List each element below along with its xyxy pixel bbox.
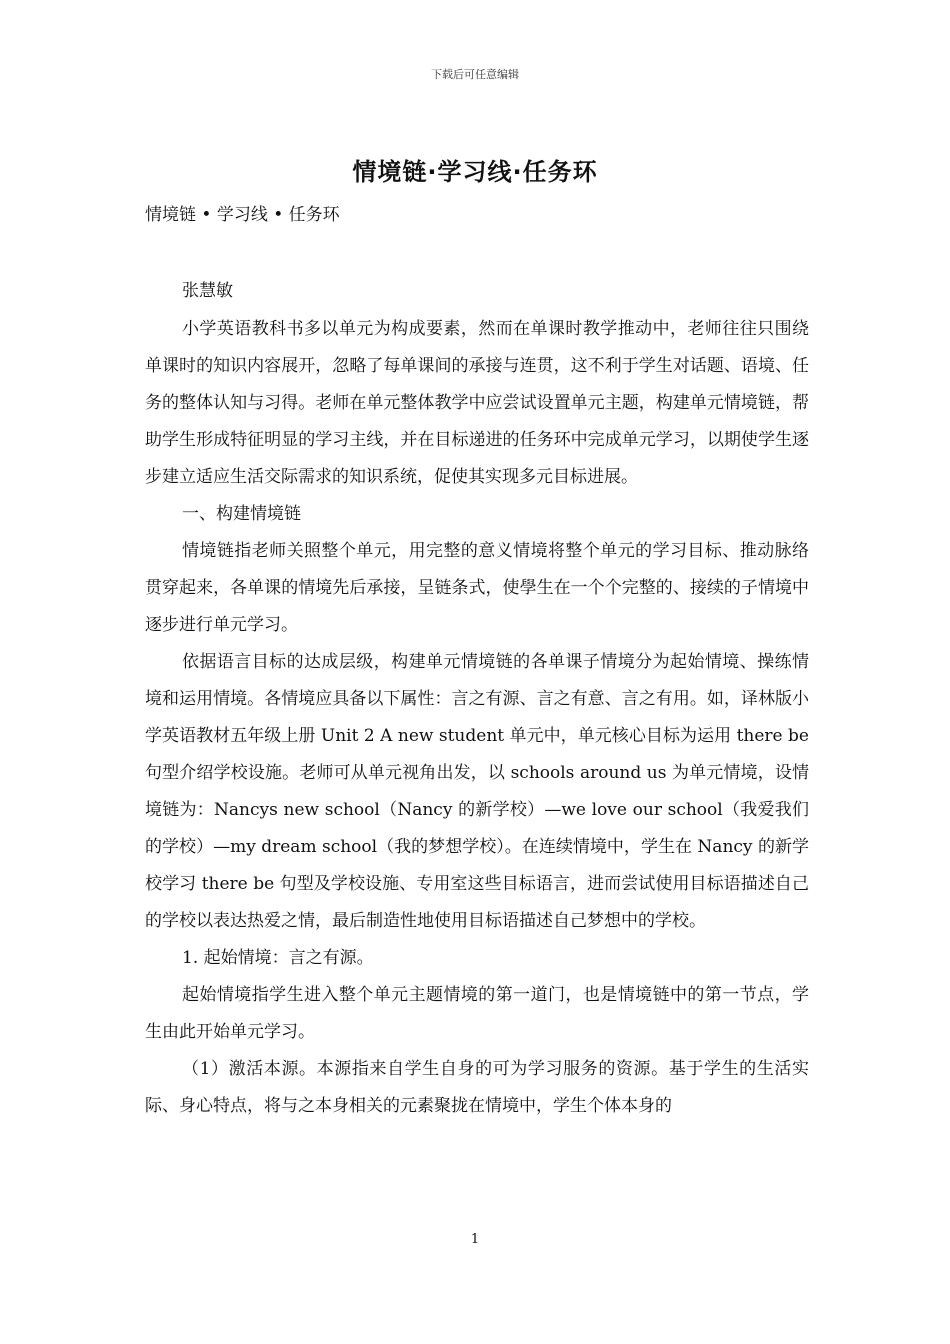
- document-body: [145, 311, 809, 1125]
- page-number: 1: [470, 1232, 480, 1247]
- document-title: 情境链·学习线·任务环: [352, 158, 598, 186]
- paragraph: 起始情境指学生进入整个单元主题情境的第一道门，也是情境链中的第一节点，学生由此开始单元学习。: [145, 985, 809, 1042]
- subsection-heading: 1. 起始情境：言之有源。: [182, 948, 374, 968]
- section-heading: 一、构建情境链: [182, 504, 301, 524]
- header-note: 下载后可任意编辑: [431, 68, 519, 81]
- author-name: 张慧敏: [182, 281, 233, 301]
- document-subtitle: 情境链 • 学习线 • 任务环: [145, 205, 340, 225]
- paragraph-intro: 小学英语教科书多以单元为构成要素，然而在单课时教学推动中，老师往往只围绕单课时的知识内容展开，忽略了每单课间的承接与连贯，这不利于学生对话题、语境、任务的整体认知与习得。老师在单元整体教学中应尝试设置单元主题，构建单元情境链，帮助学生形成特征明显的学习主线，并在目标递进的任务环中完成单元学习，以期使学生逐步建立适应生活交际需求的知识系统，促使其实现多元目标进展。: [145, 319, 809, 487]
- paragraph: （1）激活本源。本源指来自学生自身的可为学习服务的资源。基于学生的生活实际、身心特点，将与之本身相关的元素聚拢在情境中，学生个体本身的: [145, 1059, 809, 1116]
- paragraph: 依据语言目标的达成层级，构建单元情境链的各单课子情境分为起始情境、操练情境和运用情境。各情境应具备以下属性：言之有源、言之有意、言之有用。如，译林版小学英语教材五年级上册 Unit 2 A new student 单元中，单元核心目标为运用 there be 句型介绍学校设施。老师可从单元视角出发，以 schools around us 为单元情境，设情境链为：Nancys new school（Nancy 的新学校）—we love our school（我爱我们的学校）—my dream school（我的梦想学校）。在连续情境中，学生在 Nancy 的新学校学习 there be 句型及学校设施、专用室这些目标语言，进而尝试使用目标语描述自己的学校以表达热爱之情，最后制造性地使用目标语描述自己梦想中的学校。: [145, 652, 809, 931]
- paragraph: 情境链指老师关照整个单元，用完整的意义情境将整个单元的学习目标、推动脉络贯穿起来，各单课的情境先后承接，呈链条式，使學生在一个个完整的、接续的子情境中逐步进行单元学习。: [145, 541, 809, 635]
